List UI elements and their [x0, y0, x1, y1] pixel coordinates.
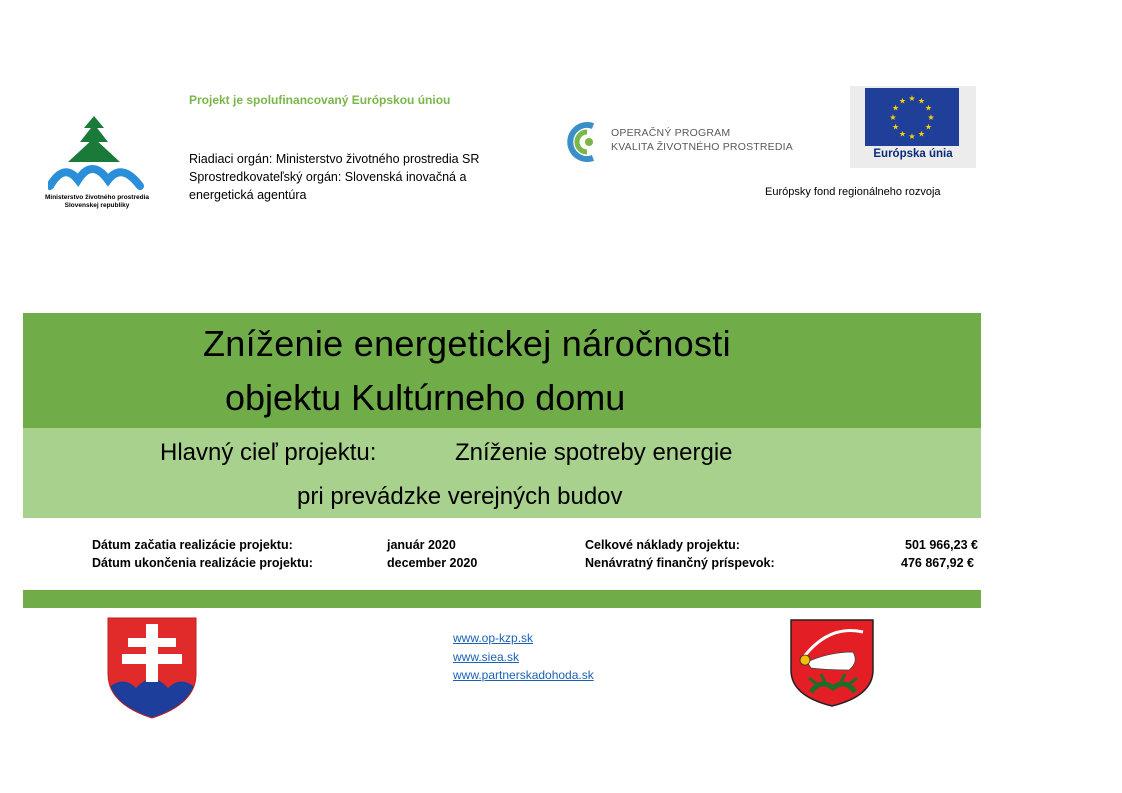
managing-authority: Riadiaci orgán: Ministerstvo životného prostredia SR	[189, 152, 480, 166]
municipal-coat-of-arms-icon	[789, 618, 875, 708]
goal-text-line1: Zníženie spotreby energie	[455, 439, 733, 466]
eu-star-icon: ★	[908, 94, 916, 103]
eu-star-icon: ★	[898, 96, 907, 106]
total-cost-label: Celkové náklady projektu:	[585, 538, 740, 552]
intermediate-body-line1: Sprostredkovateľský orgán: Slovenská inovačná a	[189, 170, 467, 184]
goal-text-line2: pri prevádzke verejných budov	[297, 483, 623, 510]
eu-star-icon: ★	[898, 129, 907, 139]
ministry-name-line2: Slovenskej republiky	[64, 202, 130, 209]
eu-star-icon: ★	[908, 132, 916, 141]
intermediate-body-line2: energetická agentúra	[189, 188, 307, 202]
eu-star-icon: ★	[891, 103, 900, 113]
link-partnerskadohoda[interactable]: www.partnerskadohoda.sk	[453, 668, 594, 682]
eu-logo	[850, 86, 976, 168]
op-kzp-logo	[563, 120, 823, 164]
eu-star-icon: ★	[917, 96, 926, 106]
cofunded-note: Projekt je spolufinancovaný Európskou úniou	[189, 93, 451, 107]
ministry-name	[40, 194, 154, 210]
end-date-label: Dátum ukončenia realizácie projektu:	[92, 556, 313, 570]
goal-label: Hlavný cieľ projektu:	[160, 439, 377, 466]
link-siea[interactable]: www.siea.sk	[453, 649, 520, 664]
eu-star-icon: ★	[917, 129, 926, 139]
eu-star-icon: ★	[927, 113, 935, 122]
eu-star-icon: ★	[889, 113, 897, 122]
eu-label: Európska únia	[873, 148, 953, 160]
eu-star-icon: ★	[924, 103, 933, 113]
op-line2: KVALITA ŽIVOTNÉHO PROSTREDIA	[611, 141, 793, 153]
goal-banner	[23, 428, 981, 518]
op-kzp-logo-icon	[563, 120, 605, 164]
ministry-logo	[40, 112, 160, 222]
eu-star-icon: ★	[891, 122, 900, 132]
project-title-line2: objektu Kultúrneho domu	[225, 377, 626, 418]
title-banner	[23, 313, 981, 428]
bottom-band	[23, 590, 981, 608]
slovak-coat-of-arms-icon	[106, 616, 198, 720]
grant-value: 476 867,92 €	[901, 556, 974, 570]
eu-flag-icon	[865, 88, 959, 146]
op-line1: OPERAČNÝ PROGRAM	[611, 127, 731, 139]
slovak-coat-of-arms	[106, 616, 198, 725]
ministry-name-line1: Ministerstvo životného prostredia	[44, 194, 150, 201]
fund-name: Európsky fond regionálneho rozvoja	[765, 186, 941, 198]
municipal-coat-of-arms	[789, 618, 875, 713]
grant-label: Nenávratný finančný príspevok:	[585, 556, 775, 570]
eu-star-icon: ★	[924, 122, 933, 132]
project-title-line1: Zníženie energetickej náročnosti	[203, 323, 731, 364]
total-cost-value: 501 966,23 €	[905, 538, 978, 552]
tree-over-waves-icon	[48, 112, 148, 190]
start-date-value: január 2020	[387, 538, 456, 552]
start-date-label: Dátum začatia realizácie projektu:	[92, 538, 293, 552]
authorities-block	[189, 150, 529, 204]
link-op-kzp[interactable]: www.op-kzp.sk	[453, 631, 534, 645]
links-list	[453, 629, 594, 685]
end-date-value: december 2020	[387, 556, 478, 570]
